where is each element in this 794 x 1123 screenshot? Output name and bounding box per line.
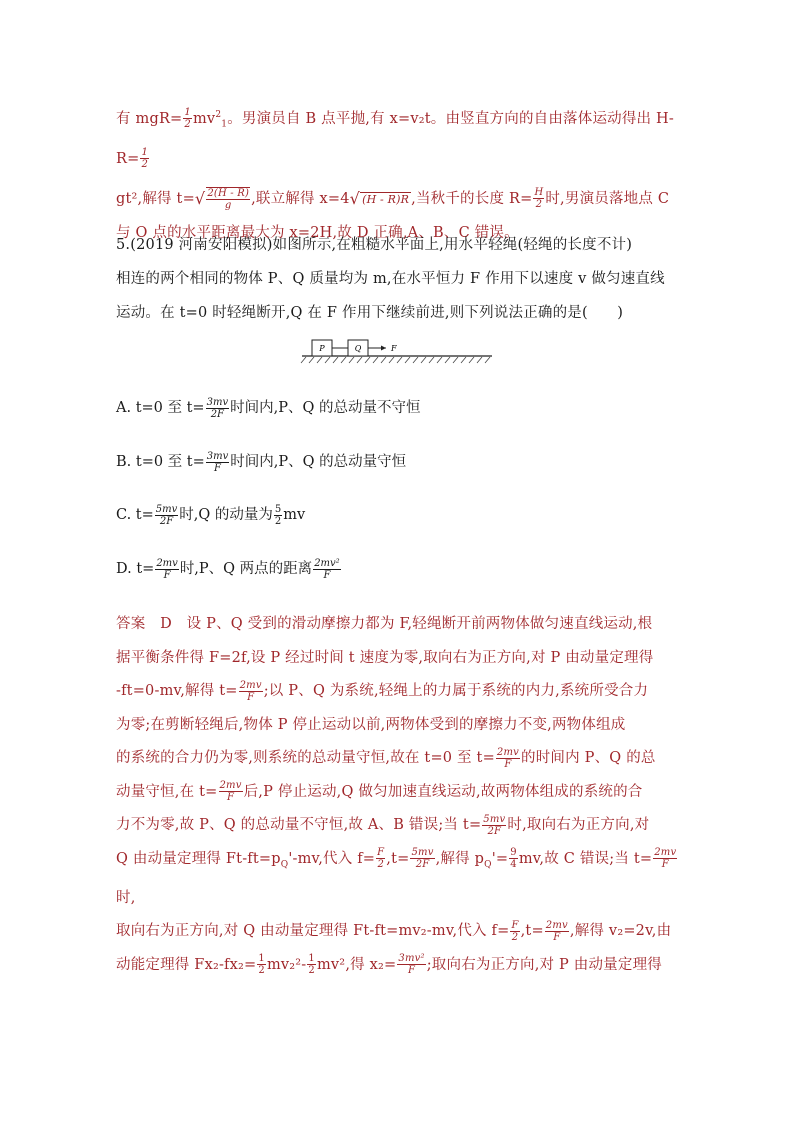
solution-line-1: 有 mgR= $\frac{1}{2}$ $mv^2_1$。男演员自 B 点平抛,有 x=v₂t。由竖直方向的自由落体运动得出 H-R= $\frac{1}{2}$ bbox=[116, 107, 675, 171]
answer-line: -ft=0-mv,解得 t= $\frac{2mv}{F}$ ;以 P、Q 为系统,轻绳上的力属于系统的内力,系统所受合力 bbox=[116, 679, 649, 703]
fraction: $\frac{5}{2}$ bbox=[274, 503, 282, 527]
option-text: mv bbox=[283, 507, 306, 523]
option-text: 时,Q 的动量为 bbox=[179, 507, 273, 523]
option-text: C. t= bbox=[116, 507, 154, 523]
fraction: $\frac{\text{2mv²}}{F}$ bbox=[314, 557, 340, 581]
option-text: A. t=0 至 t= bbox=[116, 400, 205, 416]
option-a[interactable] bbox=[116, 396, 420, 420]
answer-line: 力不为零,故 P、Q 的总动量不守恒,故 A、B 错误;当 t= $\frac{5mv}{2F}$ 时,取向右为正方向,对 bbox=[116, 813, 650, 837]
sqrt-expression: (H - R)R bbox=[362, 192, 410, 206]
block-q-label: Q bbox=[354, 344, 362, 353]
option-text: 时间内,P、Q 的总动量守恒 bbox=[230, 454, 407, 470]
solution-continuation bbox=[116, 98, 682, 250]
fraction: $\frac{2mv}{F}$ bbox=[156, 557, 178, 581]
fraction: $\frac{5mv}{2F}$ bbox=[155, 503, 178, 527]
answer-section bbox=[116, 608, 682, 982]
text-segment: mv bbox=[192, 110, 216, 127]
answer-line: 取向右为正方向,对 Q 由动量定理得 Ft-ft=mv₂-mv,代入 f= $\frac{F}{2}$ ,t= $\frac{2mv}{F}$ ,解得 v₂=2v,由 bbox=[116, 919, 672, 943]
answer-line: 动量守恒,在 t= $\frac{2mv}{F}$ 后,P 停止运动,Q 做匀加速直线运动,故两物体组成的系统的合 bbox=[116, 780, 643, 803]
block-p-label: P bbox=[319, 344, 325, 353]
answer-line: 为零;在剪断轻绳后,物体 P 停止运动以前,两物体受到的摩擦力不变,两物体组成 bbox=[116, 716, 626, 733]
force-arrowhead bbox=[381, 346, 386, 351]
text-segment: ,当秋千的长度 R= bbox=[411, 190, 533, 207]
option-text: D. t= bbox=[116, 561, 155, 577]
sqrt-fraction: $\frac{2(H - R)}{g}$ bbox=[207, 187, 250, 211]
text-segment: 时,男演员落地点 C bbox=[545, 190, 670, 207]
question-line-2: 相连的两个相同的物体 P、Q 质量均为 m,在水平恒力 F 作用下以速度 v 做匀速直线 bbox=[116, 271, 665, 287]
option-text: B. t=0 至 t= bbox=[116, 454, 205, 470]
text-segment: 与 O 点的水平距离最大为 x=2H,故 D 正确,A、B、C 错误。 bbox=[116, 224, 519, 241]
blocks-figure bbox=[300, 336, 496, 366]
answer-line: 据平衡条件得 F=2f,设 P 经过时间 t 速度为零,取向右为正方向,对 P 由动量定理得 bbox=[116, 649, 654, 666]
text-segment: ,联立解得 x=4 bbox=[251, 190, 350, 207]
fraction: $\frac{H}{2}$ bbox=[534, 187, 544, 211]
option-text: 时间内,P、Q 的总动量不守恒 bbox=[230, 400, 421, 416]
fraction: $\frac{3mv}{2F}$ bbox=[206, 396, 229, 420]
text-segment: gt²,解得 t= bbox=[116, 190, 195, 207]
text-segment: 有 mgR= bbox=[116, 110, 183, 127]
answer-line: 答案 D 设 P、Q 受到的滑动摩擦力都为 F,轻绳断开前两物体做匀速直线运动,根 bbox=[116, 616, 653, 632]
option-d[interactable] bbox=[116, 557, 342, 581]
text-segment: 。男演员自 B 点平抛,有 x=v₂t。由竖直方向的自由落体运动得出 H-R= bbox=[116, 110, 675, 167]
fraction: $\frac{1}{2}$ bbox=[141, 147, 149, 171]
question-line-1: 5.(2019 河南安阳模拟)如图所示,在粗糙水平面上,用水平轻绳(轻绳的长度不计) bbox=[116, 237, 633, 253]
question-line-3: 运动。在 t=0 时轻绳断开,Q 在 F 作用下继续前进,则下列说法正确的是( ) bbox=[116, 305, 624, 321]
option-b[interactable] bbox=[116, 450, 406, 474]
solution-line-2: gt²,解得 t=√ $\frac{2(H - R)}{g}$ ,联立解得 x=4√ (H - R)R ,当秋千的长度 R= $\frac{H}{2}$ 时,男演员落地点 C bbox=[116, 187, 670, 211]
fraction: $\frac{3mv}{F}$ bbox=[206, 450, 229, 474]
ground-hatching bbox=[301, 357, 490, 363]
answer-line: 动能定理得 Fx₂-fx₂= $\frac{1}{2}$ mv₂²- $\frac{1}{2}$ mv²,得 x₂= $\frac{\text{3mv²}}{F}$ ;取向右为正方向,对 P 由动量定理得 bbox=[116, 953, 662, 977]
option-c[interactable] bbox=[116, 503, 305, 527]
question-5 bbox=[116, 228, 682, 330]
option-text: 时,P、Q 两点的距离 bbox=[179, 561, 313, 577]
fraction: $\frac{1}{2}$ bbox=[184, 107, 191, 131]
force-label: F bbox=[391, 344, 397, 353]
answer-line: 的系统的合力仍为零,则系统的总动量守恒,故在 t=0 至 t= $\frac{2mv}{F}$ 的时间内 P、Q 的总 bbox=[116, 746, 656, 770]
answer-line: Q 由动量定理得 $Ft-ft=p_Q'-mv$,代入 f= $\frac{F}{2}$ ,t= $\frac{5mv}{2F}$ ,解得 $p_Q'=$ $\frac{9}{4}$ mv,故 C 错误;当 t= $\frac{2mv}{F}$ 时, bbox=[116, 847, 677, 906]
